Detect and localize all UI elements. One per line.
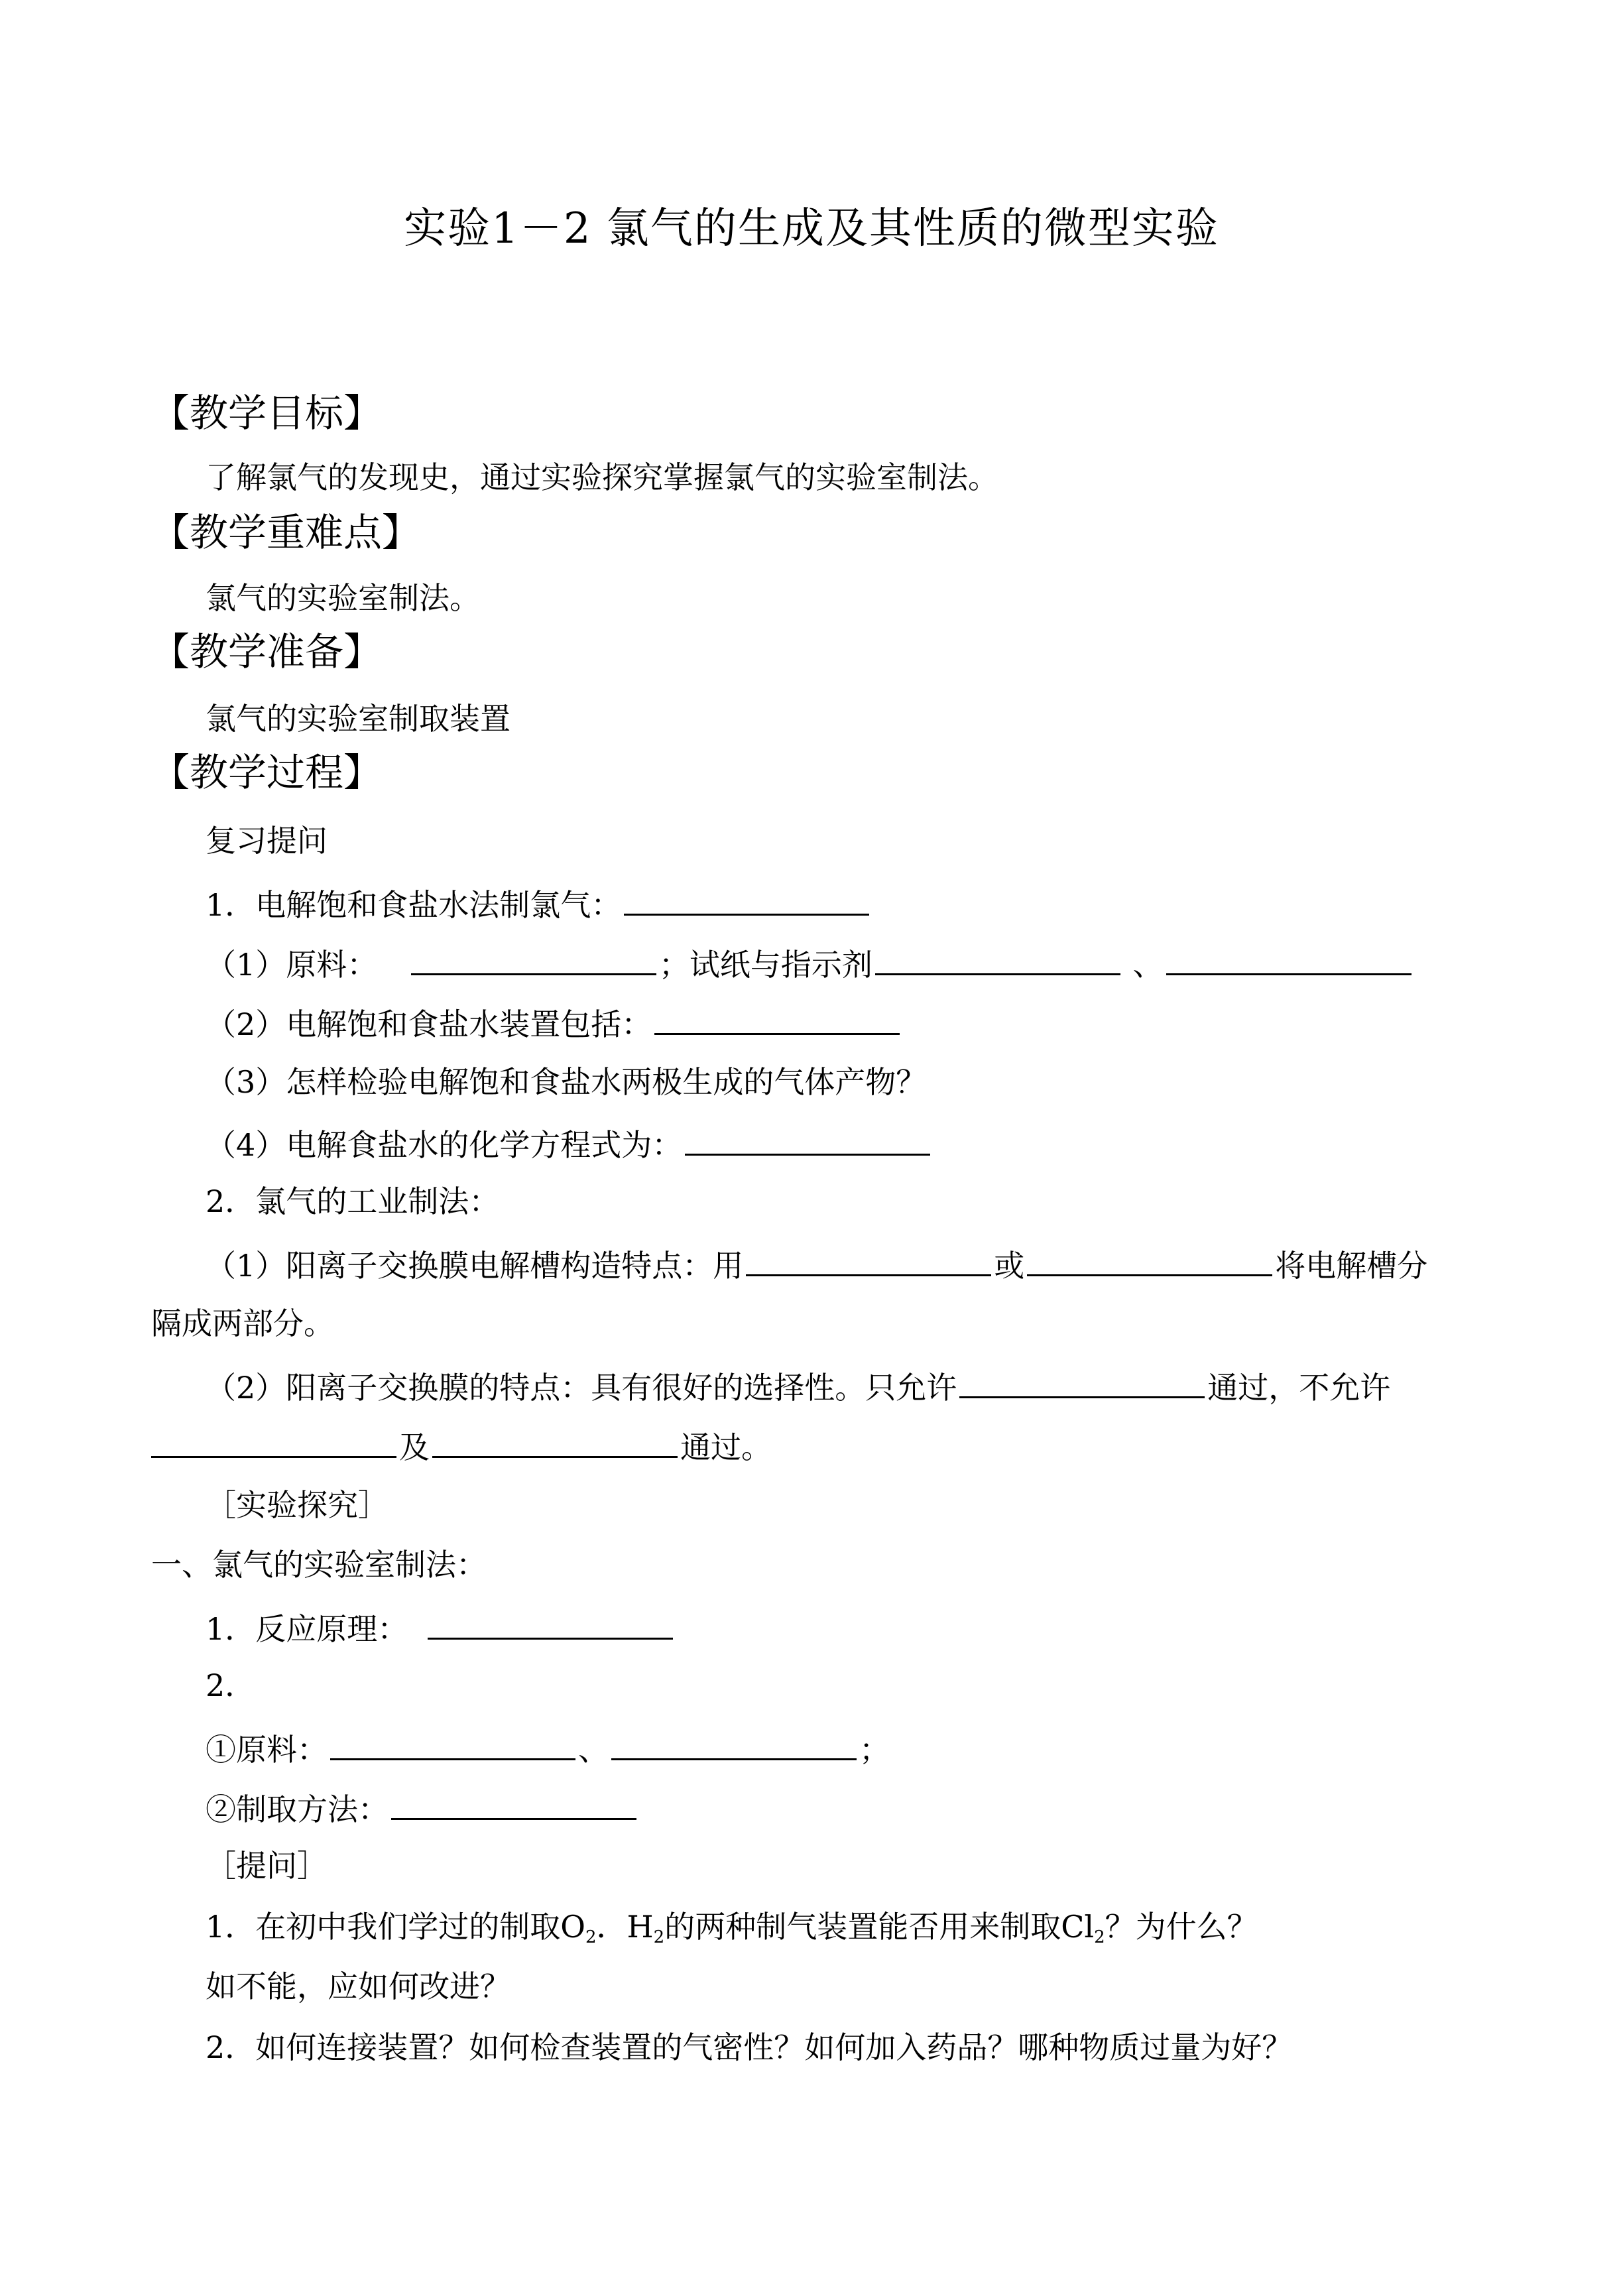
questions-label: ［提问］	[206, 1848, 328, 1884]
heading-preparation: 【教学准备】	[151, 629, 383, 674]
review-q1-1-sep: 、	[1132, 947, 1164, 983]
explore-method	[206, 1786, 639, 1829]
key-points-text: 氯气的实验室制法。	[206, 580, 480, 616]
review-q2-1-text-a: （1）阳离子交换膜电解槽构造特点：用	[206, 1248, 744, 1284]
review-q2: 2．氯气的工业制法：	[206, 1183, 500, 1219]
explore-method-label: ②制取方法：	[206, 1791, 389, 1827]
answer-blank	[746, 1242, 991, 1276]
explore-raw-label: ①原料：	[206, 1732, 328, 1768]
explore-item1-text: 1．反应原理：	[206, 1611, 408, 1647]
review-q2-2-text-d: 通过。	[680, 1429, 772, 1465]
review-q1-4	[206, 1122, 933, 1165]
question-1-cont: 如不能，应如何改进？	[206, 1968, 511, 2004]
review-q1-4-text: （4）电解食盐水的化学方程式为：	[206, 1127, 683, 1163]
subscript: 2	[1094, 1927, 1105, 1947]
question-1-text-c: 的两种制气装置能否用来制取Cl	[664, 1909, 1095, 1945]
review-q2-2-cont	[151, 1424, 772, 1467]
answer-blank	[654, 1001, 900, 1035]
heading-objectives: 【教学目标】	[151, 391, 383, 436]
preparation-text: 氯气的实验室制取装置	[206, 701, 511, 737]
answer-blank	[611, 1726, 857, 1760]
question-1-text-a: 1．在初中我们学过的制取O	[206, 1909, 585, 1945]
explore-item2: 2．	[206, 1667, 256, 1703]
answer-blank	[1027, 1242, 1272, 1276]
explore-label: ［实验探究］	[206, 1487, 389, 1523]
explore-item1	[206, 1606, 676, 1649]
question-2: 2．如何连接装置？如何检查装置的气密性？如何加入药品？哪种物质过量为好？	[206, 2029, 1293, 2065]
subscript: 2	[585, 1927, 597, 1947]
review-q2-2-text-c: 及	[399, 1429, 430, 1465]
answer-blank	[1166, 941, 1412, 975]
review-q2-1-text-c: 将电解槽分	[1275, 1248, 1428, 1284]
answer-blank	[432, 1424, 678, 1458]
answer-blank	[685, 1122, 930, 1156]
review-q1-1-text-b: ；试纸与指示剂	[658, 947, 872, 983]
question-1	[206, 1907, 1258, 1957]
objectives-text: 了解氯气的发现史，通过实验探究掌握氯气的实验室制法。	[206, 459, 998, 495]
answer-blank	[391, 1786, 636, 1820]
explore-part1: 一、氯气的实验室制法：	[151, 1547, 487, 1583]
review-q1	[206, 882, 872, 925]
explore-raw-materials	[206, 1726, 890, 1770]
review-q2-2	[206, 1364, 1390, 1408]
subscript: 2	[653, 1927, 665, 1947]
review-label: 复习提问	[206, 823, 328, 859]
review-q2-2-text-a: （2）阳离子交换膜的特点：具有很好的选择性。只允许	[206, 1370, 957, 1406]
explore-raw-sep: 、	[578, 1732, 609, 1768]
answer-blank	[875, 941, 1120, 975]
question-1-text-d: ？为什么？	[1105, 1909, 1258, 1945]
answer-blank	[624, 882, 869, 916]
review-q2-1-cont: 隔成两部分。	[151, 1305, 334, 1341]
answer-blank	[330, 1726, 575, 1760]
review-q1-2-text: （2）电解饱和食盐水装置包括：	[206, 1006, 652, 1042]
review-q2-1	[206, 1242, 1427, 1286]
review-q1-3: （3）怎样检验电解饱和食盐水两极生成的气体产物？	[206, 1064, 927, 1100]
page-title: 实验1－2 氯气的生成及其性质的微型实验	[404, 204, 1219, 253]
explore-raw-end: ；	[859, 1732, 890, 1768]
review-q1-2	[206, 1001, 902, 1044]
heading-process: 【教学过程】	[151, 750, 383, 795]
answer-blank	[959, 1364, 1205, 1398]
answer-blank	[428, 1606, 673, 1640]
answer-blank	[151, 1424, 396, 1458]
heading-key-points: 【教学重难点】	[151, 510, 421, 555]
review-q1-text: 1．电解饱和食盐水法制氯气：	[206, 887, 622, 923]
review-q1-1-label: （1）原料：	[206, 947, 378, 983]
review-q2-2-text-b: 通过，不允许	[1207, 1370, 1391, 1406]
answer-blank	[411, 941, 656, 975]
review-q2-1-text-b: 或	[994, 1248, 1025, 1284]
review-q1-1	[206, 941, 1414, 985]
question-1-text-b: ．H	[596, 1909, 654, 1945]
